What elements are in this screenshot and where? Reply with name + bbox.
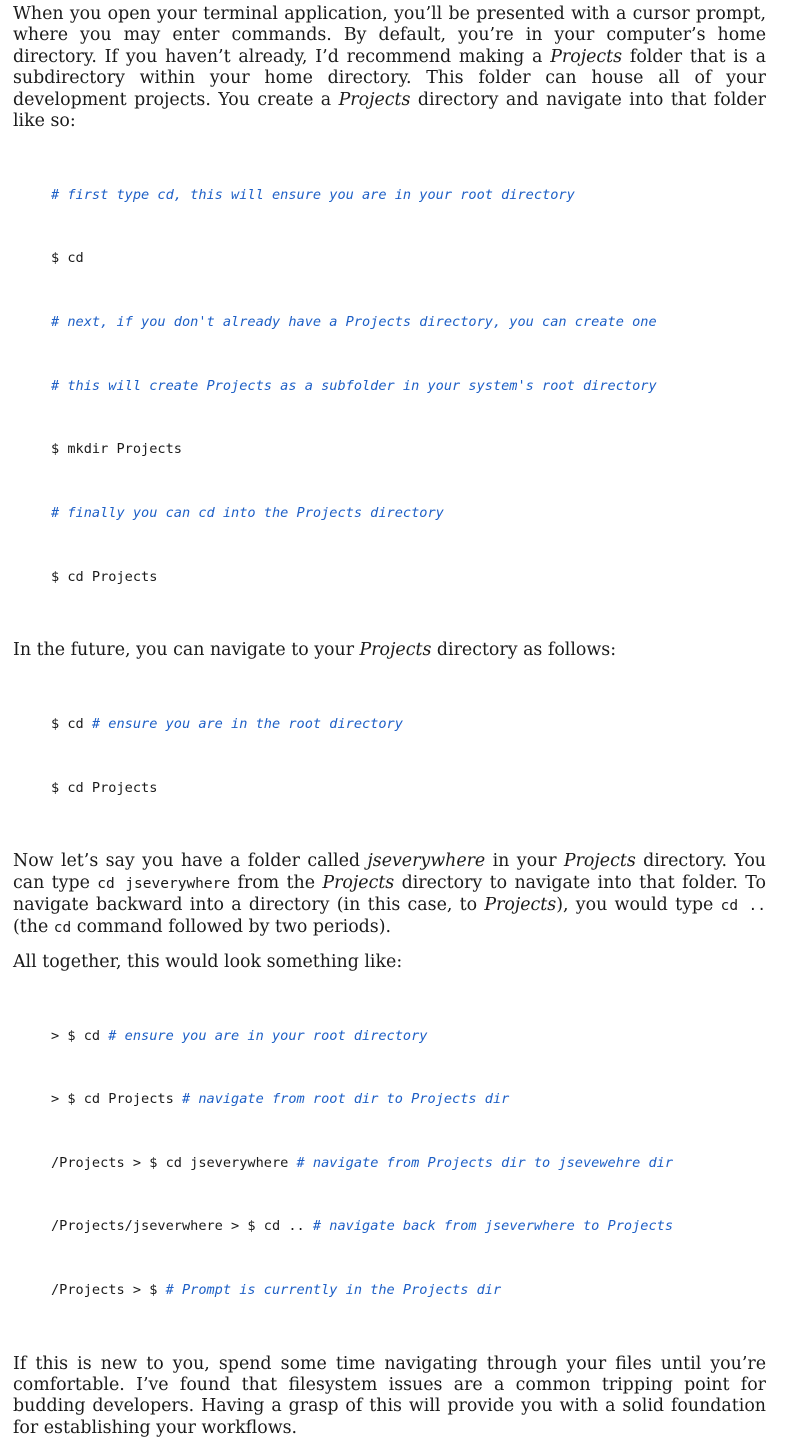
code-line [51,1026,766,1047]
code-line [51,1089,766,1110]
para1-projects-2: Projects [338,89,411,110]
para1-text-2: folder that is a subdirectory within your home directory. This folder can house all of your development projects. You create a [13,46,766,110]
para3-text-7: (the [13,917,54,938]
code-text: > $ cd Projects [51,1091,182,1108]
code-line [51,503,766,524]
para4-text: All together, this would look something like: [13,951,403,972]
code-comment: # ensure you are in the root directory [91,715,403,732]
code-text: /Projects > $ cd jseverywhere [51,1154,297,1171]
code-line [51,714,766,735]
code-line [51,1153,766,1174]
para3-text-5: directory to navigate into that folder. To navigate backward into a directory (in this case, to [13,872,766,915]
paragraph-terminal-intro [13,4,766,132]
para3-projects-3: Projects [484,894,557,915]
para1-text-1: When you open your terminal application, you’ll be presented with a cursor prompt, where you may enter commands. By default, you’re in your computer’s home directory. If you haven’t already, I’d recommend making a [13,4,766,67]
code-line [51,1216,766,1237]
para5-text: If this is new to you, spend some time navigating through your files until you’re comfortable. I’ve found that filesystem issues are a common tripping point for budding developers. Having a grasp of this will provide you with a solid foundation for establishing your workflows. [13,1353,766,1438]
code-line [51,376,766,397]
code-block-full-session [13,983,766,1343]
para3-text-2: in your [485,851,564,872]
code-line [51,312,766,333]
paragraph-closing-advice [13,1354,766,1439]
para3-text-3: directory. You can type [13,851,766,893]
para3-projects-2: Projects [322,872,395,893]
code-comment: # navigate back from jseverwhere to Projects [312,1218,674,1235]
code-text: $ cd Projects [51,568,158,585]
code-text: /Projects/jseverwhere > $ cd .. [51,1218,313,1235]
code-comment: # navigate from root dir to Projects dir [181,1091,510,1108]
code-text: $ cd [51,250,84,267]
code-comment: # navigate from Projects dir to jsevewehre dir [296,1154,674,1171]
code-text: $ cd [51,715,92,732]
inline-code-cd-jseverywhere: cd jseverywhere [97,875,231,892]
para3-text-4: from the [230,872,323,893]
para3-text-1: Now let’s say you have a folder called [13,851,368,872]
code-block-navigate-projects [13,672,766,842]
para3-text-6: ), you would type [556,894,721,915]
code-comment: # ensure you are in your root directory [108,1027,428,1044]
inline-code-cd: cd [53,920,72,937]
para2-text-1: In the future, you can navigate to your [13,640,360,661]
code-line [51,248,766,269]
code-block-create-projects [13,142,766,630]
para2-projects: Projects [359,640,432,661]
code-comment: # Prompt is currently in the Projects dir [165,1282,502,1299]
code-line [51,567,766,588]
code-comment: # this will create Projects as a subfolder in your system's root directory [51,377,657,394]
para1-projects-1: Projects [550,46,623,67]
para3-projects-1: Projects [563,851,636,872]
paragraph-all-together [13,952,766,973]
paragraph-jseverywhere [13,851,766,940]
para3-text-8: command followed by two periods). [71,917,392,938]
code-line [51,1280,766,1301]
code-text: $ mkdir Projects [51,441,182,458]
para1-text-3: directory and navigate into that folder like so: [13,89,766,132]
code-line [51,185,766,206]
code-text: /Projects > $ [51,1282,166,1299]
inline-code-cd-dotdot: cd .. [720,897,766,914]
code-comment: # finally you can cd into the Projects directory [51,504,444,521]
paragraph-future-navigation [13,640,766,661]
para3-jseverywhere: jseverywhere [367,851,486,872]
code-line [51,439,766,460]
code-comment: # next, if you don't already have a Projects directory, you can create one [51,314,657,331]
para2-text-2: directory as follows: [431,640,617,661]
code-text: > $ cd [51,1027,109,1044]
code-comment: # first type cd, this will ensure you are in your root directory [51,186,575,203]
code-text: $ cd Projects [51,779,158,796]
code-line [51,778,766,799]
